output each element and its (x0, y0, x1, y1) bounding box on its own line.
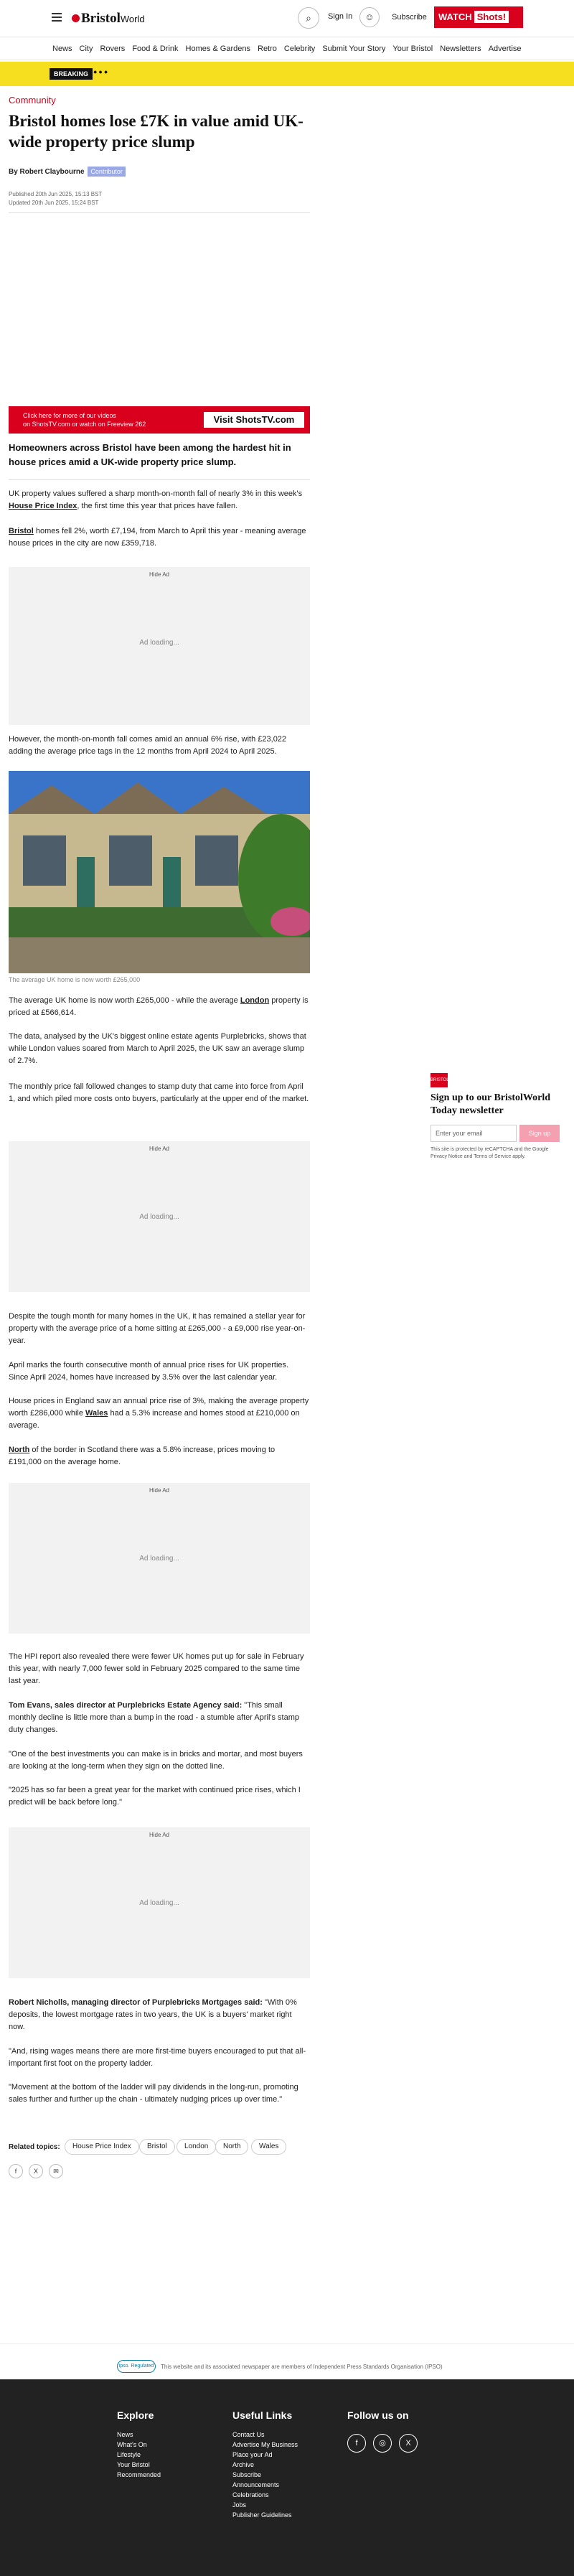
logo-sub: World (120, 14, 145, 24)
x-icon[interactable]: X (29, 2164, 43, 2178)
nav-item-food[interactable]: Food & Drink (132, 45, 179, 53)
nav-item-your-bristol[interactable]: Your Bristol (392, 45, 433, 53)
updated-date: Updated 20th Jun 2025, 15:24 BST (9, 200, 99, 206)
nav-item-newsletters[interactable]: Newsletters (440, 45, 481, 53)
facebook-icon[interactable]: f (9, 2164, 23, 2178)
ipso-text: This website and its associated newspaper are members of Independent Press Standards Organisation (IPSO) (161, 2364, 443, 2370)
paragraph: The monthly price fall followed changes to stamp duty that came into force from April 1, and which piled more costs onto buyers, particularly at the upper end of the market. (9, 1082, 309, 1103)
tag-bristol[interactable]: Bristol (139, 2139, 175, 2155)
footer-link[interactable]: Advertise My Business (232, 2441, 298, 2448)
site-footer (0, 2379, 574, 2576)
article-lead: Homeowners across Bristol have been among the hardest hit in house prices amid a UK-wide property price slump. (9, 442, 291, 467)
footer-link[interactable]: Your Bristol (117, 2461, 150, 2468)
nav-item-news[interactable]: News (52, 45, 72, 53)
text: homes fell 2%, worth £7,194, from March to April this year - meaning average house prices in the city are now £359,718. (9, 527, 306, 548)
email-input[interactable]: Enter your email (430, 1125, 517, 1142)
north-link[interactable]: North (9, 1446, 30, 1454)
divider (9, 212, 310, 213)
quote-attribution: Tom Evans, sales director at Purplebricks Estate Agency said: (9, 1701, 243, 1710)
related-topics-label: Related topics: (9, 2143, 60, 2151)
paragraph (9, 1997, 310, 2033)
newsletter-title: Sign up to our BristolWorld Today newsletter (430, 1092, 551, 1116)
tag-house-price-index[interactable]: House Price Index (65, 2139, 139, 2155)
paragraph (9, 488, 310, 512)
watch-shots-button[interactable] (434, 6, 523, 28)
footer-link[interactable]: Archive (232, 2461, 255, 2468)
text: , the first time this year that prices have fallen. (77, 502, 238, 510)
photo-illustration (9, 771, 310, 973)
footer-link[interactable]: Subscribe (232, 2471, 262, 2478)
footer-link[interactable]: Jobs (232, 2501, 247, 2509)
paragraph: The HPI report also revealed there were fewer UK homes put up for sale in February this year, with nearly 7,000 fewer sold in February 2025 compared to the same time last year. (9, 1652, 304, 1685)
footer-link[interactable]: Lifestyle (117, 2451, 141, 2458)
article-category[interactable]: Community (9, 95, 56, 106)
ad-loading-text: Ad loading... (139, 639, 179, 647)
bristol-link[interactable]: Bristol (9, 527, 34, 535)
footer-follow (347, 2409, 409, 2430)
nav-item-retro[interactable]: Retro (258, 45, 277, 53)
ad-slot (9, 1827, 310, 1978)
paragraph: Despite the tough month for many homes in the UK, it has remained a stellar year for property with the average price of a home sitting at £265,000 - a £9,000 rise year-on-year. (9, 1312, 306, 1345)
paragraph (9, 1444, 310, 1469)
footer-link[interactable]: Celebrations (232, 2491, 269, 2498)
footer-link[interactable]: Announcements (232, 2481, 280, 2488)
ad-slot (9, 567, 310, 725)
footer-explore-title: Explore (117, 2409, 154, 2421)
menu-icon[interactable] (52, 13, 62, 22)
visit-shotstv-button[interactable]: Visit ShotsTV.com (204, 412, 304, 428)
footer-explore (117, 2409, 161, 2480)
instagram-icon[interactable]: ◎ (373, 2434, 392, 2453)
facebook-icon[interactable]: f (347, 2434, 366, 2453)
hide-ad-link[interactable]: Hide Ad (149, 1146, 170, 1152)
newsletter-badge: BRISTOL (430, 1073, 448, 1087)
x-icon[interactable]: X (399, 2434, 418, 2453)
nav-item-homes[interactable]: Homes & Gardens (185, 45, 250, 53)
banner-line-2: on ShotsTV.com or watch on Freeview 262 (23, 421, 146, 428)
footer-useful-links (232, 2409, 298, 2520)
text: of the border in Scotland there was a 5.8% increase, prices moving to £191,000 on the average home. (9, 1446, 276, 1466)
watch-label: WATCH (438, 11, 472, 22)
text: UK property values suffered a sharp month-on-month fall of nearly 3% in this week's (9, 490, 303, 498)
breaking-dots[interactable]: ●●● (93, 68, 110, 75)
text: "This small monthly decline is little more than a bump in the road - a stumble after April's stamp duty changes. (9, 1701, 300, 1734)
article-photo-terraced-houses (9, 771, 310, 973)
sign-in-link[interactable]: Sign In (328, 12, 353, 21)
article-title: Bristol homes lose £7K in value amid UK-wide property price slump (9, 112, 304, 151)
paragraph: April marks the fourth consecutive month of annual price rises for UK properties. Since April 2024, homes have increased by 3.5% over the last calendar year. (9, 1361, 289, 1382)
footer-link[interactable]: Recommended (117, 2471, 161, 2478)
paragraph (9, 1700, 310, 1736)
footer-link[interactable]: Place your Ad (232, 2451, 273, 2458)
nav-item-submit[interactable]: Submit Your Story (322, 45, 386, 53)
paragraph: The data, analysed by the UK's biggest online estate agents Purplebricks, shows that while London values soared from March to April 2025, the UK saw an average slump of 2.7%. (9, 1032, 306, 1065)
photo-caption: The average UK home is now worth £265,000 (9, 976, 141, 983)
breaking-badge: BREAKING (50, 68, 93, 80)
divider (9, 479, 310, 480)
ad-slot (9, 1141, 310, 1292)
footer-link[interactable]: News (117, 2431, 133, 2438)
paragraph (9, 995, 310, 1019)
main-nav (0, 39, 574, 60)
shotstv-banner[interactable] (9, 406, 310, 434)
paragraph (9, 1395, 310, 1432)
footer-link[interactable]: What's On (117, 2441, 147, 2448)
text: The average UK home is now worth £265,000 - while the average (9, 996, 240, 1005)
banner-line-1: Click here for more of our videos (23, 412, 117, 419)
footer-link[interactable]: Publisher Guidelines (232, 2511, 292, 2519)
ad-loading-text: Ad loading... (139, 1555, 179, 1563)
nav-item-advertise[interactable]: Advertise (488, 45, 522, 53)
paragraph: However, the month-on-month fall comes amid an annual 6% rise, with £23,022 adding the average price tags in the 12 months from April 2024 to April 2025. (9, 735, 287, 756)
nav-item-city[interactable]: City (79, 45, 93, 53)
wales-link[interactable]: Wales (85, 1409, 108, 1418)
search-icon[interactable]: ⌕ (298, 7, 319, 29)
london-link[interactable]: London (240, 996, 270, 1005)
hide-ad-link[interactable]: Hide Ad (149, 571, 170, 578)
hide-ad-link[interactable]: Hide Ad (149, 1487, 170, 1494)
ipso-logo[interactable]: ipso. Regulated (117, 2360, 156, 2373)
paragraph: "One of the best investments you can make is in bricks and mortar, and most buyers are looking at the long-term when they sign on the dotted line. (9, 1750, 303, 1771)
shots-brand: Shots! (474, 11, 509, 23)
logo-dot-icon (72, 14, 80, 22)
published-date: Published 20th Jun 2025, 15:13 BST (9, 191, 103, 197)
ad-loading-text: Ad loading... (139, 1213, 179, 1221)
banner-text (23, 411, 146, 428)
sign-up-button[interactable]: Sign up (519, 1125, 560, 1142)
text: had a 5.3% increase and homes stood at £210,000 on average. (9, 1409, 300, 1430)
newsletter-signup (430, 1073, 567, 1159)
contributor-badge: Contributor (88, 167, 126, 177)
tag-north[interactable]: North (215, 2139, 248, 2155)
text: "With 0% deposits, the lowest mortgage rates in two years, the UK is a buyers' market right now. (9, 1998, 297, 2031)
nav-item-rovers[interactable]: Rovers (100, 45, 126, 53)
text: property is priced at £566,614. (9, 996, 309, 1017)
footer-useful-title: Useful Links (232, 2409, 293, 2421)
related-topics (9, 2139, 324, 2156)
ad-loading-text: Ad loading... (139, 1899, 179, 1907)
tag-london[interactable]: London (177, 2139, 216, 2155)
subscribe-link[interactable]: Subscribe (392, 13, 427, 22)
nav-item-celebrity[interactable]: Celebrity (283, 45, 316, 53)
recaptcha-notice: This site is protected by reCAPTCHA and the Google Privacy Notice and Terms of Service apply. (430, 1147, 549, 1159)
paragraph (9, 525, 310, 550)
site-logo[interactable] (72, 11, 145, 27)
paragraph: "And, rising wages means there are more first-time buyers encouraged to put that all-important first foot on the property ladder. (9, 2047, 306, 2068)
site-header (0, 0, 574, 37)
house-price-index-link[interactable]: House Price Index (9, 502, 77, 510)
logo-text: Bristol (81, 11, 121, 26)
footer-link[interactable]: Contact Us (232, 2431, 265, 2438)
author-name[interactable]: By Robert Claybourne (9, 168, 85, 176)
author-byline (9, 167, 126, 177)
paragraph: "2025 has so far been a great year for the market with continued price rises, which I predict will be back before long." (9, 1786, 301, 1807)
breaking-bar (0, 62, 574, 86)
quote-attribution: Robert Nicholls, managing director of Purplebricks Mortgages said: (9, 1998, 263, 2007)
paragraph: "Movement at the bottom of the ladder will pay dividends in the long-run, promoting sales further and further up the chain - ultimately nudging prices up over time." (9, 2083, 298, 2104)
text: House prices in England saw an annual price rise of 3%, making the average property worth £286,000 while (9, 1397, 309, 1418)
hide-ad-link[interactable]: Hide Ad (149, 1832, 170, 1838)
footer-follow-title: Follow us on (347, 2409, 409, 2421)
user-icon[interactable]: ☺ (359, 7, 380, 27)
mail-icon[interactable]: ✉ (49, 2164, 63, 2178)
ad-slot (9, 1483, 310, 1634)
tag-wales[interactable]: Wales (251, 2139, 286, 2155)
